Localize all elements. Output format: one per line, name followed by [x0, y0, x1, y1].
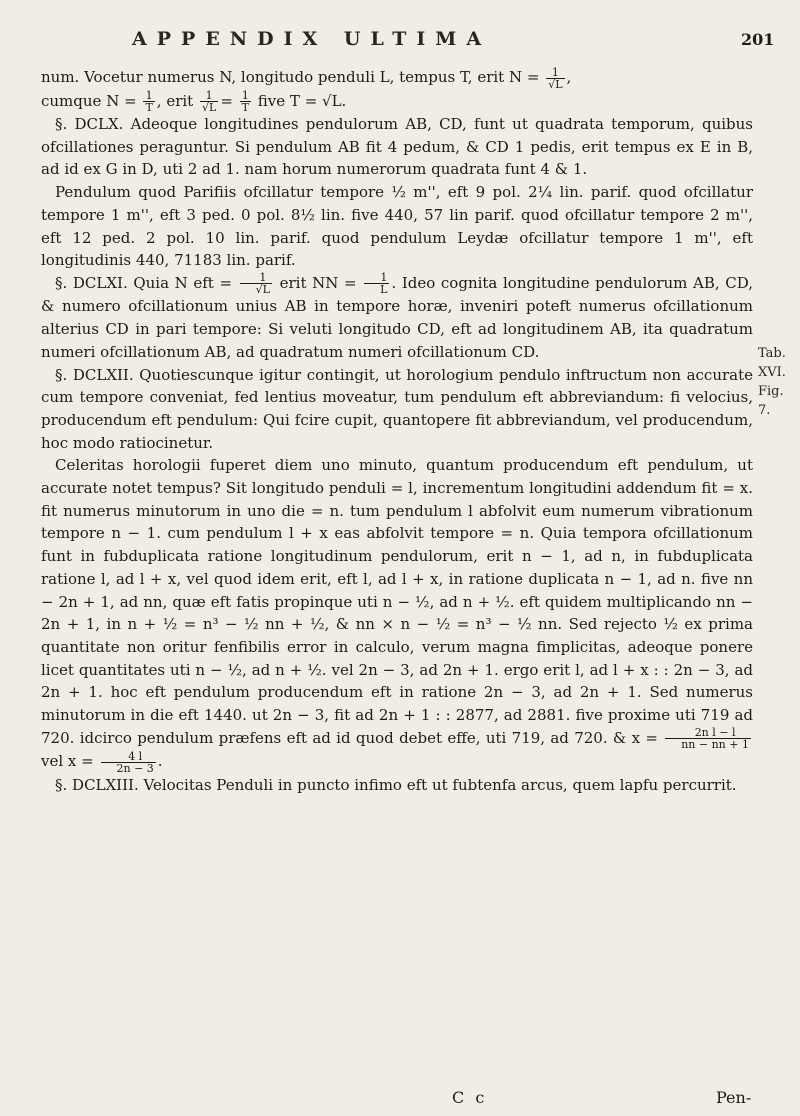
page-header — [0, 28, 800, 54]
fraction — [200, 90, 218, 113]
catchword: Pen- — [716, 1088, 752, 1107]
fraction — [665, 727, 751, 750]
paragraph-661: §. DCLXI. Quia N eft = $\frac{1}{√L}$ erit NN = $\frac{1}{L}$ . Ideo cognita longitudine pendulorum AB, CD, & numero ofcillationum unius AB in tempore horæ, inveniri poteft numerus ofcillationum alterius CD in pari tempore: Si veluti longitudo CD, eft ad longitudinem AB, ita quadratum numeri ofcillationum AB, ad quadratum numeri ofcillationum CD. — [41, 271, 753, 361]
text-span: five T = √L. — [257, 91, 347, 110]
signature-mark: C c — [452, 1088, 488, 1107]
denominator: 2n − 3 — [101, 762, 156, 774]
paragraph-660: §. DCLX. Adeoque longitudines pendulorum AB, CD, funt ut quadrata temporum, quibus ofcillationes peraguntur. Si pendulum AB fit 4 pedum, & CD 1 pedis, erit tempus ex E in B, ad id ex G in D, uti 2 ad 1. nam horum numerorum quadrata funt 4 & 1. — [41, 115, 753, 179]
numerator: 1 — [145, 89, 153, 102]
fraction — [364, 272, 389, 295]
text-span: §. DCLXI. Quia N eft = — [55, 273, 233, 292]
text-line: num. Vocetur numerus N, longitudo penduli L, tempus T, erit N = $\frac{1}{√L}$ , — [41, 65, 572, 91]
fraction — [240, 272, 272, 295]
denominator: nn − nn + 1 — [665, 738, 751, 750]
paragraph-660-measures: Pendulum quod Parifiis ofcillatur tempore ½ m'', eft 9 pol. 2¼ lin. parif. quod ofcillatur tempore 1 m'', eft 3 ped. 0 pol. 8½ lin. five 440, 57 lin parif. quod ofcillatur tempore 2 m'', eft 12 ped. 2 pol. 10 lin. parif. quod pendulum Leydæ ofcillatur tempore 1 m'', eft longitudinis 440, 71183 lin. parif. — [41, 183, 753, 270]
text-span: vel x = — [41, 752, 94, 771]
margin-note — [758, 344, 798, 420]
text-span: Celeritas horologii fuperet diem uno minuto, quantum producendum eft pendulum, ut accurate notet tempus? Sit longitudo penduli = l, incrementum longitudini addendum fit = x. fit numerus minutorum in uno die = n. tum pendulum l abfolvit eum numerum vibrationum tempore n − 1. cum pendulum l + x eas abfolvit tempore = n. Quia tempora ofcillationum funt in fubduplicata ratione longitudinum pendulorum, erit n − 1, ad n, in fubduplicata ratione l, ad l + x, vel quod idem erit, eft l, ad l + x, in ratione duplicata n − 1, ad n. five nn − 2n + 1, ad nn, quæ eft fatis propinque uti n − ½, ad n + ½. eft quidem multiplicando nn − 2n + 1, in n + ½ = n³ − ½ nn + ½, & nn × n − ½ = n³ − ½ nn. Sed rejecto ½ ex prima quantitate non oritur fenfibilis error in calculo, verum magna fimplicitas, adeoque ponere licet quantitates uti n − ½, ad n + ½. vel 2n − 3, ad 2n + 1. ergo erit l, ad l + x : : 2n − 3, ad 2n + 1. hoc eft pendulum producendum eft in ratione 2n − 3, ad 2n + 1. Sed numerus minutorum in die eft 1440. ut 2n − 3, fit ad 2n + 1 : : 2877, ad 2881. five proxime uti 719 ad 720. idcirco pendulum præfens eft ad id quod debet effe, uti 719, ad 720. & x = — [41, 456, 753, 747]
page-number: 201 — [741, 30, 775, 49]
fraction — [546, 67, 564, 90]
fraction — [143, 90, 154, 113]
denominator: √L — [548, 77, 563, 91]
margin-figure: Fig. 7. — [758, 384, 784, 418]
denominator: T — [241, 101, 250, 114]
paragraph-662: §. DCLXII. Quotiescunque igitur contingit, ut horologium pendulo inftructum non accurate cum tempore conveniat, fed lentius moveatur, tum pendulum eft abbreviandum: fi velocius, producendum eft pendulum: Qui fcire cupit, quantopere fit abbreviandum, vel producendum, hoc modo ratiocinetur. — [41, 365, 753, 452]
running-head: APPENDIX ULTIMA — [132, 28, 492, 50]
margin-tab-number: XVI. — [758, 365, 786, 380]
denominator: √L — [201, 101, 217, 114]
paragraph-662-example: Celeritas horologii fuperet diem uno minuto, quantum producendum eft pendulum, ut accurate notet tempus? Sit longitudo penduli = l, incrementum longitudini addendum fit = x. fit numerus minutorum in uno die = n. tum pendulum l abfolvit eum numerum vibrationum tempore n − 1. cum pendulum l + x eas abfolvit tempore = n. Quia tempora ofcillationum funt in fubduplicata ratione longitudinum pendulorum, erit n − 1, ad n, in fubduplicata ratione l, ad l + x, vel quod idem erit, eft l, ad l + x, in ratione duplicata n − 1, ad n. five nn − 2n + 1, ad nn, quæ eft fatis propinque uti n − ½, ad n + ½. eft quidem multiplicando nn − 2n + 1, in n + ½ = n³ − ½ nn + ½, & nn × n − ½ = n³ − ½ nn. Sed rejecto ½ ex prima quantitate non oritur fenfibilis error in calculo, verum magna fimplicitas, adeoque ponere licet quantitates uti n − ½, ad n + ½. vel 2n − 3, ad 2n + 1. ergo erit l, ad l + x : : 2n − 3, ad 2n + 1. hoc eft pendulum producendum eft in ratione 2n − 3, ad 2n + 1. Sed numerus minutorum in die eft 1440. ut 2n − 3, fit ad 2n + 1 : : 2877, ad 2881. five proxime uti 719 ad 720. idcirco pendulum præfens eft ad id quod debet effe, uti 719, ad 720. & x = $\frac{\text{2n l − l}}{nn - nn + 1}$ vel x = $\frac{4 l}{2n - 3}$ . — [41, 456, 753, 775]
text-span: = — [220, 91, 233, 110]
denominator: T — [145, 101, 153, 114]
numerator: 2n l − l — [694, 726, 736, 740]
text-span: Ideo cognita longitudine pendulorum AB, CD, & numero ofcillationum unius AB in tempore horæ, inveniri poteft numerus ofcillationum alterius CD in pari tempore: Si veluti longitudo CD, eft ad longitudinem AB, ita quadratum numeri ofcillationum AB, ad quadratum numeri ofcillationum CD. — [41, 273, 753, 361]
margin-tab: Tab. — [758, 346, 786, 361]
text-span: erit NN = — [279, 273, 357, 292]
numerator: 1 — [241, 89, 249, 102]
text-span: num. Vocetur numerus N, longitudo penduli L, tempus T, erit N = — [41, 68, 540, 86]
text-span: cumque N = — [41, 91, 137, 110]
fraction — [101, 751, 156, 774]
numerator: 1 — [205, 89, 213, 102]
denominator: √L — [240, 283, 272, 295]
paragraph-663: §. DCLXIII. Velocitas Penduli in puncto infimo eft ut fubtenfa arcus, quem lapfu percurrit. — [55, 775, 737, 794]
numerator: 4 l — [128, 749, 143, 763]
text-line — [41, 90, 753, 114]
text-span: , erit — [156, 91, 194, 110]
body-text — [41, 66, 753, 796]
denominator: L — [364, 283, 389, 295]
numerator: 1 — [259, 271, 267, 285]
numerator: 1 — [380, 271, 388, 285]
fraction — [240, 90, 251, 113]
numerator: 1 — [551, 65, 559, 79]
